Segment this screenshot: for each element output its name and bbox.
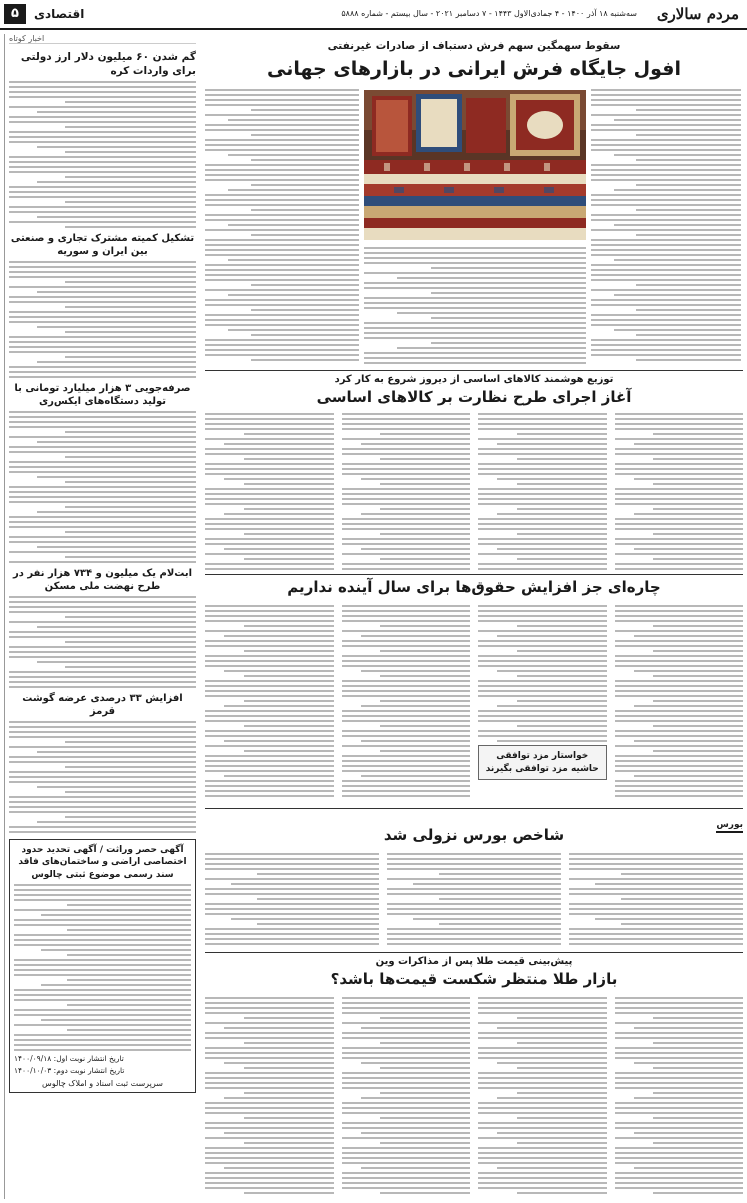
sidebar-headline: افزایش ۳۳ درصدی عرضه گوشت قرمز — [22, 693, 183, 718]
notice-date-second: تاریخ انتشار نوبت دوم: ۱۴۰۰/۱۰/۰۳ — [14, 1065, 125, 1075]
sidebar-body-text — [9, 721, 196, 833]
story3-body-text — [205, 602, 334, 802]
lead-body-text — [364, 244, 586, 366]
newspaper-logo: مردم سالاری — [656, 5, 739, 23]
story2-kicker: توزیع هوشمند کالاهای اساسی از دیروز شروع به کار کرد — [334, 374, 614, 385]
divider — [205, 574, 743, 575]
pull-quote-kicker: خواستار مزد توافقی — [496, 751, 589, 761]
story2-body-text — [205, 410, 743, 570]
divider — [205, 370, 743, 371]
sidebar-label: اخبار کوتاه — [9, 34, 196, 44]
sidebar-headline: گم شدن ۶۰ میلیون دلار ارز دولتی برای واردات کره — [20, 51, 196, 78]
gold-body-text — [205, 994, 743, 1199]
lead-kicker: سقوط سهمگین سهم فرش دستباف از صادرات غیرنفتی — [327, 40, 621, 52]
carpet-photo — [364, 90, 586, 240]
sidebar-body-text — [9, 81, 196, 228]
dateline: سه‌شنبه ۱۸ آذر ۱۴۰۰ - ۴ جمادی‌الاول ۱۴۴۳ - ۷ دسامبر ۲۰۲۱ - سال بیستم - شماره ۵۸۸۸ — [341, 9, 637, 18]
bourse-headline: شاخص بورس نزولی شد — [383, 826, 565, 844]
section-title: اقتصادی — [34, 7, 85, 21]
page-number: ۵ — [4, 4, 26, 24]
notice-title: آگهی حصر وراثت / آگهی تحدید حدود اختصاصی اراضی و ساختمان‌های فاقد سند رسمی موضوع ثبتی چالوس — [18, 845, 187, 880]
story3-body-text — [342, 602, 471, 802]
notice-body-text — [14, 884, 191, 1051]
legal-notice — [9, 839, 196, 1092]
pull-quote-text: حاشیه مزد توافقی بگیرند — [485, 763, 599, 774]
sidebar-headline: صرفه‌جویی ۳ هزار میلیارد تومانی با تولید دستگاه‌های ایکس‌ری — [14, 383, 191, 408]
sidebar — [4, 34, 200, 1199]
story3-body-text — [615, 602, 744, 802]
gold-kicker: پیش‌بینی قیمت طلا پس از مذاکرات وین — [375, 956, 573, 967]
story3-headline: چاره‌ای جز افزایش حقوق‌ها برای سال آینده نداریم — [287, 578, 661, 596]
sidebar-body-text — [9, 596, 196, 688]
notice-date-first: تاریخ انتشار نوبت اول: ۱۴۰۰/۰۹/۱۸ — [14, 1053, 124, 1063]
lead-headline: افول جایگاه فرش ایرانی در بازارهای جهانی — [266, 58, 681, 80]
bourse-body-text — [205, 850, 743, 948]
sidebar-body-text — [9, 411, 196, 563]
notice-signature: سرپرست ثبت اسناد و املاک چالوس — [42, 1078, 163, 1088]
masthead — [0, 0, 747, 30]
bourse-label: بورس — [716, 820, 743, 833]
sidebar-body-text — [9, 261, 196, 378]
story3-column — [478, 602, 607, 802]
lead-body-text — [205, 86, 359, 366]
story3-body-text — [478, 602, 607, 745]
story2-headline: آغاز اجرای طرح نظارت بر کالاهای اساسی — [316, 388, 632, 406]
sidebar-headline: تشکیل کمیته مشترک تجاری و صنعتی بین ایران و سوریه — [10, 233, 195, 258]
divider — [205, 808, 743, 809]
pull-quote — [478, 745, 607, 780]
lead-body-text — [591, 86, 741, 366]
story3-body — [205, 602, 743, 802]
gold-headline: بازار طلا منتظر شکست قیمت‌ها باشد؟ — [330, 970, 618, 988]
sidebar-headline: ابت‌لام یک میلیون و ۷۳۴ هزار نفر در طرح نهضت ملی مسکن — [12, 568, 193, 593]
carpet-illustration — [364, 90, 586, 240]
divider — [205, 952, 743, 953]
